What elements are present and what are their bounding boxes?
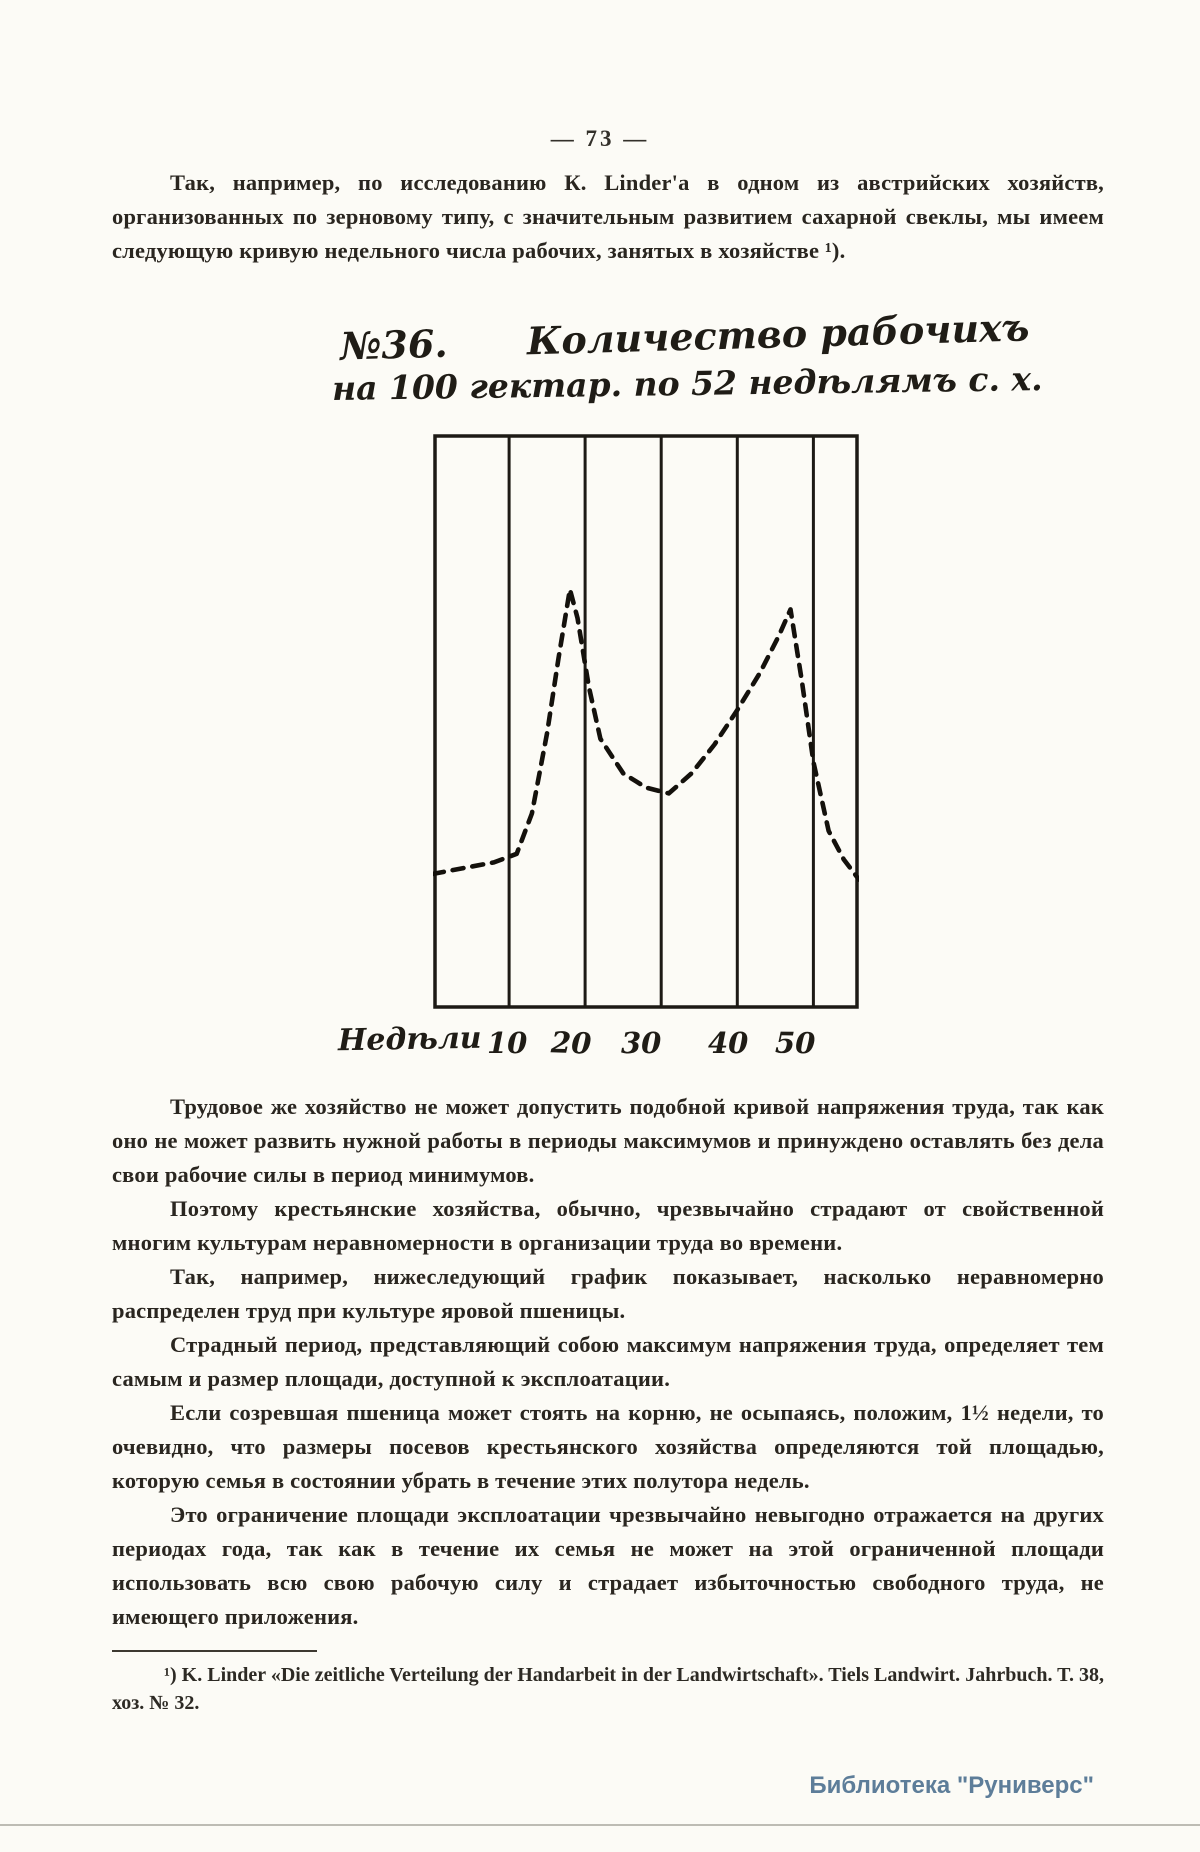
x-tick-20: 20 (550, 1025, 592, 1061)
x-tick-50: 50 (774, 1025, 816, 1061)
labor-curve (433, 589, 859, 879)
labor-curve-chart (433, 434, 859, 1009)
x-axis-label: Недѣли (337, 1020, 482, 1059)
chart-title-line2: на 100 гектар. по 52 недѣлямъ с. х. (331, 359, 1043, 408)
chart-frame (435, 436, 857, 1007)
intro-paragraph: Так, например, по исследованию К. Linder'а в одном из австрийских хозяйств, организованных по зерновому типу, с значительным развитием сахарной свеклы, мы имеем следующую кривую недельного числа рабочих, занятых в хозяйстве ¹). (112, 170, 1104, 263)
body-text-block (112, 1090, 1104, 1634)
paragraph-6: Это ограничение площади эксплоатации чрезвычайно невыгодно отражается на других периодах года, так как в течение их семья не может на этой ограниченной площади использовать всю свою рабочую силу и страдает избыточностью свободного труда, не имеющего приложения. (112, 1502, 1104, 1629)
paragraph-4: Страдный период, представляющий собою максимум напряжения труда, определяет тем самым и размер площади, доступной к эксплоатации. (112, 1332, 1104, 1391)
paragraph-1: Трудовое же хозяйство не может допустить подобной кривой напряжения труда, так как оно не может развить нужной работы в периоды максимумов и принуждено оставлять без дела свои рабочие силы в период минимумов. (112, 1094, 1104, 1187)
runivers-watermark: Библиотека "Руниверс" (809, 1772, 1094, 1799)
paragraph-5: Если созревшая пшеница может стоять на корню, не осыпаясь, положим, 1½ недели, то очевидно, что размеры посевов крестьянского хозяйства определяются той площадью, которую семья в состоянии убрать в течение этих полутора недель. (112, 1400, 1104, 1493)
page-number: — 73 — (550, 126, 650, 151)
footnote-text: ¹) K. Linder «Die zeitliche Verteilung der Handarbeit in der Landwirtschaft». Tiels Landwirt. Jahrbuch. T. 38, хоз. № 32. (112, 1664, 1104, 1714)
x-tick-10: 10 (487, 1026, 528, 1060)
paragraph-3: Так, например, нижеследующий график показывает, насколько неравномерно распределен труд при культуре яровой пшеницы. (112, 1264, 1104, 1323)
chart-title-line1: №36. Количество рабочихъ (339, 304, 1030, 369)
x-tick-30: 30 (621, 1026, 662, 1060)
x-tick-40: 40 (708, 1026, 749, 1060)
paragraph-2: Поэтому крестьянские хозяйства, обычно, чрезвычайно страдают от свойственной многим культурам неравномерности в организации труда во времени. (112, 1196, 1104, 1255)
footnote (112, 1650, 1104, 1717)
scan-bottom-edge (0, 1824, 1200, 1826)
footnote-divider (112, 1650, 317, 1652)
